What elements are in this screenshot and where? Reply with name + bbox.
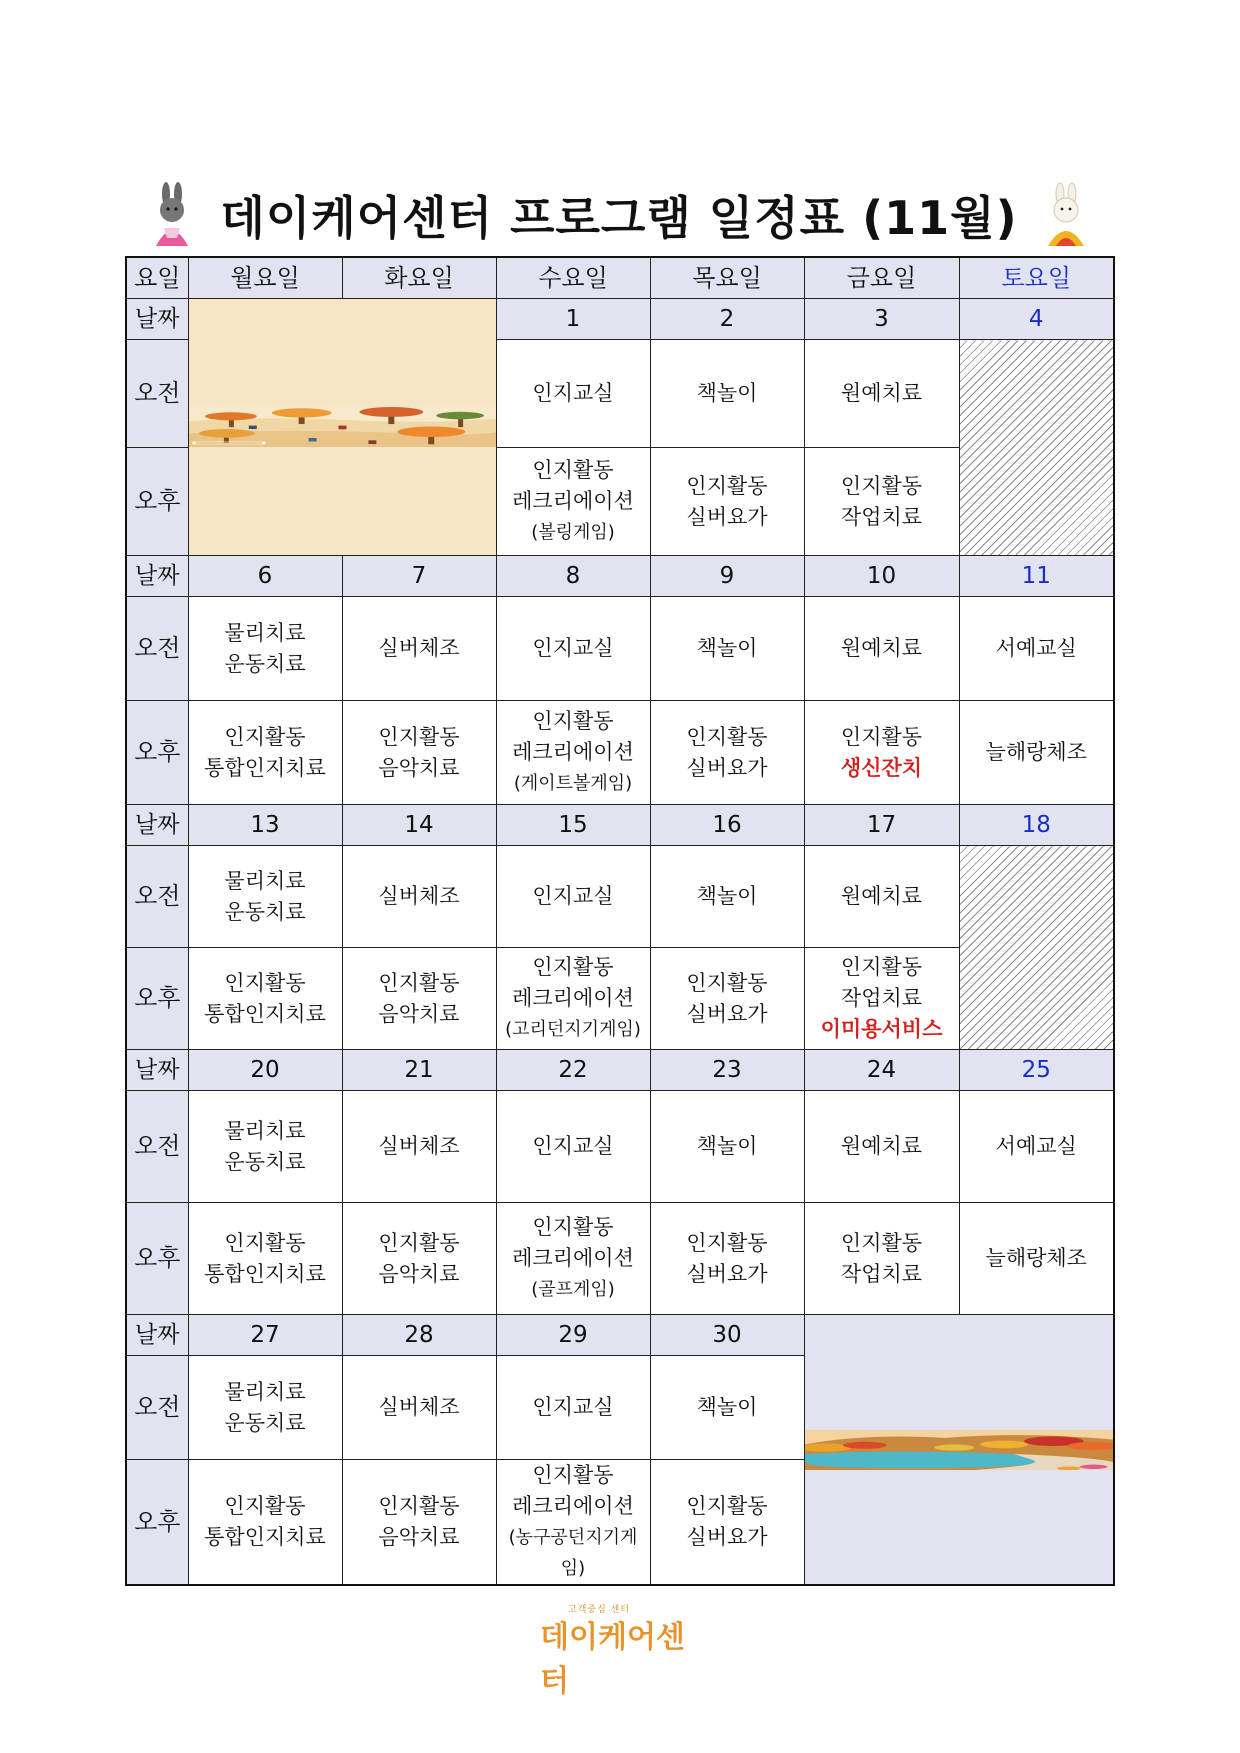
program-cell <box>188 948 342 1050</box>
program-line: 인지활동 <box>840 955 923 979</box>
program-detail: (고리던지기게임) <box>505 1019 641 1040</box>
program-cell <box>342 1203 496 1315</box>
program-line: 운동치료 <box>224 1149 306 1174</box>
pm-label: 오후 <box>126 948 188 1050</box>
program-cell <box>188 1091 342 1203</box>
program-cell <box>650 448 804 556</box>
program-cell <box>804 1091 959 1203</box>
program-cell <box>188 597 342 701</box>
program-cell <box>188 1356 342 1460</box>
date-cell: 29 <box>496 1315 650 1356</box>
program-line: 실버요가 <box>686 755 768 780</box>
program-line: 인지활동 <box>224 970 306 995</box>
date-cell: 6 <box>188 556 342 597</box>
program-line: 인지활동 <box>378 724 460 749</box>
program-line: 인지활동 <box>840 473 923 498</box>
program-line: 운동치료 <box>224 1410 306 1435</box>
date-cell-saturday: 4 <box>959 299 1114 340</box>
closed-cell-hatched <box>959 340 1114 556</box>
program-line: 통합인지치료 <box>204 1001 326 1026</box>
program-line: 음악치료 <box>378 1001 460 1026</box>
program-cell <box>496 1460 650 1586</box>
program-cell <box>959 701 1114 805</box>
program-cell <box>496 597 650 701</box>
program-line: 인지활동 <box>686 1230 768 1255</box>
weekday-header-row <box>126 257 1114 299</box>
date-label: 날짜 <box>126 556 188 597</box>
program-line: 레크리에이션 <box>512 1494 634 1518</box>
program-line: 레크리에이션 <box>512 740 634 764</box>
header-wednesday: 수요일 <box>496 257 650 299</box>
program-cell <box>496 1356 650 1460</box>
header-monday: 월요일 <box>188 257 342 299</box>
program-detail: (농구공던지기게임) <box>508 1527 638 1579</box>
program-line: 인지활동 <box>686 1494 768 1518</box>
date-label: 날짜 <box>126 299 188 340</box>
date-cell: 3 <box>804 299 959 340</box>
header-saturday: 토요일 <box>959 257 1114 299</box>
program-line: 실버요가 <box>686 1261 768 1286</box>
program-line: 운동치료 <box>224 899 306 924</box>
program-line: 인지활동 <box>224 1494 306 1518</box>
program-cell <box>959 1203 1114 1315</box>
program-detail: (볼링게임) <box>531 522 615 543</box>
header-thursday: 목요일 <box>650 257 804 299</box>
program-name: 서예교실 <box>995 636 1077 660</box>
program-cell <box>342 846 496 948</box>
date-cell: 9 <box>650 556 804 597</box>
date-cell: 2 <box>650 299 804 340</box>
program-cell <box>804 448 959 556</box>
date-cell: 13 <box>188 805 342 846</box>
program-line: 인지활동 <box>686 473 768 498</box>
program-line: 인지활동 <box>532 1463 614 1487</box>
program-cell <box>496 1203 650 1315</box>
program-name: 책놀이 <box>696 1134 758 1158</box>
week2-pm-row <box>126 701 1114 805</box>
week4-pm-row <box>126 1203 1114 1315</box>
date-cell-saturday: 18 <box>959 805 1114 846</box>
pm-label: 오후 <box>126 448 188 556</box>
program-cell <box>650 340 804 448</box>
program-line: 인지활동 <box>532 1215 614 1239</box>
am-label: 오전 <box>126 1356 188 1460</box>
date-label: 날짜 <box>126 805 188 846</box>
program-line: 작업치료 <box>840 504 923 529</box>
am-label: 오전 <box>126 1091 188 1203</box>
program-cell <box>650 948 804 1050</box>
program-line: 작업치료 <box>840 1261 923 1286</box>
date-cell: 14 <box>342 805 496 846</box>
date-cell-saturday: 11 <box>959 556 1114 597</box>
program-line: 실버요가 <box>686 1001 768 1026</box>
date-cell: 27 <box>188 1315 342 1356</box>
program-name: 책놀이 <box>696 381 758 405</box>
program-highlight: 생신잔치 <box>840 755 923 780</box>
program-line: 음악치료 <box>378 755 460 780</box>
rabbit-mascot-icon <box>142 182 202 248</box>
date-cell: 22 <box>496 1050 650 1091</box>
program-cell <box>188 1460 342 1586</box>
program-line: 인지활동 <box>378 1494 460 1518</box>
program-name: 원예치료 <box>840 1134 923 1158</box>
week2-date-row <box>126 556 1114 597</box>
program-line: 운동치료 <box>224 651 306 676</box>
program-line: 인지활동 <box>378 1230 460 1255</box>
program-line: 레크리에이션 <box>512 489 634 513</box>
program-cell <box>496 1091 650 1203</box>
header-tuesday: 화요일 <box>342 257 496 299</box>
program-cell <box>650 1203 804 1315</box>
program-name: 원예치료 <box>840 381 923 405</box>
program-name: 실버체조 <box>378 1134 460 1158</box>
program-cell <box>188 701 342 805</box>
program-name: 인지교실 <box>532 381 614 405</box>
am-label: 오전 <box>126 340 188 448</box>
program-cell <box>650 1356 804 1460</box>
schedule-table <box>125 256 1115 1586</box>
program-line: 인지활동 <box>532 458 614 482</box>
date-cell: 24 <box>804 1050 959 1091</box>
program-name: 책놀이 <box>696 1395 758 1419</box>
pm-label: 오후 <box>126 1460 188 1586</box>
program-line: 물리치료 <box>224 1379 306 1404</box>
program-line: 통합인지치료 <box>204 755 326 780</box>
closed-cell-hatched <box>959 846 1114 1050</box>
program-line: 인지활동 <box>840 1230 923 1255</box>
week3-date-row <box>126 805 1114 846</box>
program-cell <box>342 701 496 805</box>
program-line: 통합인지치료 <box>204 1525 326 1549</box>
program-line: 물리치료 <box>224 620 306 645</box>
program-name: 책놀이 <box>696 636 758 660</box>
program-name: 실버체조 <box>378 884 460 908</box>
program-cell <box>804 597 959 701</box>
date-cell: 30 <box>650 1315 804 1356</box>
program-detail: (게이트볼게임) <box>513 773 633 794</box>
program-name: 책놀이 <box>696 884 758 908</box>
program-cell <box>650 846 804 948</box>
week2-am-row <box>126 597 1114 701</box>
program-cell <box>804 846 959 948</box>
program-name: 인지교실 <box>532 636 614 660</box>
autumn-orchard-illustration <box>188 299 496 556</box>
week1-date-row <box>126 299 1114 340</box>
program-line: 인지활동 <box>224 1230 306 1255</box>
program-cell <box>496 340 650 448</box>
program-line: 인지활동 <box>378 970 460 995</box>
program-name: 실버체조 <box>378 1395 460 1419</box>
program-name: 늘해랑체조 <box>985 1246 1087 1270</box>
program-line: 물리치료 <box>224 1118 306 1143</box>
date-cell: 21 <box>342 1050 496 1091</box>
daycare-logo <box>540 1598 700 1699</box>
rabbit-hanbok-mascot-icon <box>1036 182 1096 248</box>
program-cell <box>496 701 650 805</box>
program-line: 인지활동 <box>224 724 306 749</box>
program-line: 실버요가 <box>686 1525 768 1549</box>
date-cell: 28 <box>342 1315 496 1356</box>
program-detail: (골프게임) <box>531 1279 615 1300</box>
program-cell <box>804 1203 959 1315</box>
program-cell <box>496 948 650 1050</box>
program-name: 서예교실 <box>995 1134 1077 1158</box>
program-line: 실버요가 <box>686 504 768 529</box>
program-cell <box>342 597 496 701</box>
am-label: 오전 <box>126 846 188 948</box>
date-cell: 10 <box>804 556 959 597</box>
date-label: 날짜 <box>126 1050 188 1091</box>
program-line: 물리치료 <box>224 868 306 893</box>
week4-am-row <box>126 1091 1114 1203</box>
page-title: 데이케어센터 프로그램 일정표 (11월) <box>220 191 1018 245</box>
date-cell: 1 <box>496 299 650 340</box>
title-row <box>125 180 1113 250</box>
logo-tagline: 고객중심 센터 <box>568 1605 631 1615</box>
logo-text: 데이케어센터 <box>540 1620 685 1699</box>
program-cell <box>804 701 959 805</box>
program-name: 늘해랑체조 <box>985 740 1087 764</box>
program-cell <box>804 340 959 448</box>
week3-am-row <box>126 846 1114 948</box>
program-cell <box>188 846 342 948</box>
autumn-lake-illustration <box>804 1315 1114 1586</box>
program-line: 음악치료 <box>378 1525 460 1549</box>
program-line: 인지활동 <box>532 955 614 979</box>
program-cell <box>342 948 496 1050</box>
program-name: 인지교실 <box>532 884 614 908</box>
program-name: 인지교실 <box>532 1395 614 1419</box>
program-cell <box>496 846 650 948</box>
am-label: 오전 <box>126 597 188 701</box>
program-cell <box>342 1460 496 1586</box>
pm-label: 오후 <box>126 1203 188 1315</box>
date-cell: 16 <box>650 805 804 846</box>
date-cell: 7 <box>342 556 496 597</box>
pm-label: 오후 <box>126 701 188 805</box>
date-cell: 17 <box>804 805 959 846</box>
program-line: 레크리에이션 <box>512 986 634 1010</box>
program-name: 원예치료 <box>840 636 923 660</box>
program-line: 인지활동 <box>532 709 614 733</box>
date-label: 날짜 <box>126 1315 188 1356</box>
date-cell: 20 <box>188 1050 342 1091</box>
header-label: 요일 <box>126 257 188 299</box>
program-name: 원예치료 <box>840 884 923 908</box>
program-line: 인지활동 <box>686 724 768 749</box>
program-cell <box>650 597 804 701</box>
program-cell <box>496 448 650 556</box>
program-line: 음악치료 <box>378 1261 460 1286</box>
program-line: 통합인지치료 <box>204 1261 326 1286</box>
program-cell <box>959 1091 1114 1203</box>
program-cell <box>650 1091 804 1203</box>
date-cell: 15 <box>496 805 650 846</box>
week5-date-row <box>126 1315 1114 1356</box>
program-cell <box>650 1460 804 1586</box>
program-cell <box>188 1203 342 1315</box>
program-line: 작업치료 <box>840 986 923 1010</box>
program-line: 인지활동 <box>840 724 923 749</box>
header-friday: 금요일 <box>804 257 959 299</box>
program-cell <box>342 1091 496 1203</box>
program-name: 인지교실 <box>532 1134 614 1158</box>
date-cell: 8 <box>496 556 650 597</box>
week4-date-row <box>126 1050 1114 1091</box>
autumn-lake-icon <box>805 1430 1114 1470</box>
date-cell-saturday: 25 <box>959 1050 1114 1091</box>
program-line: 레크리에이션 <box>512 1246 634 1270</box>
autumn-orchard-icon <box>189 407 496 447</box>
program-name: 실버체조 <box>378 636 460 660</box>
program-cell <box>804 948 959 1050</box>
date-cell: 23 <box>650 1050 804 1091</box>
program-cell <box>342 1356 496 1460</box>
program-cell <box>959 597 1114 701</box>
program-line: 인지활동 <box>686 970 768 995</box>
program-cell <box>650 701 804 805</box>
program-highlight: 이미용서비스 <box>820 1017 943 1041</box>
